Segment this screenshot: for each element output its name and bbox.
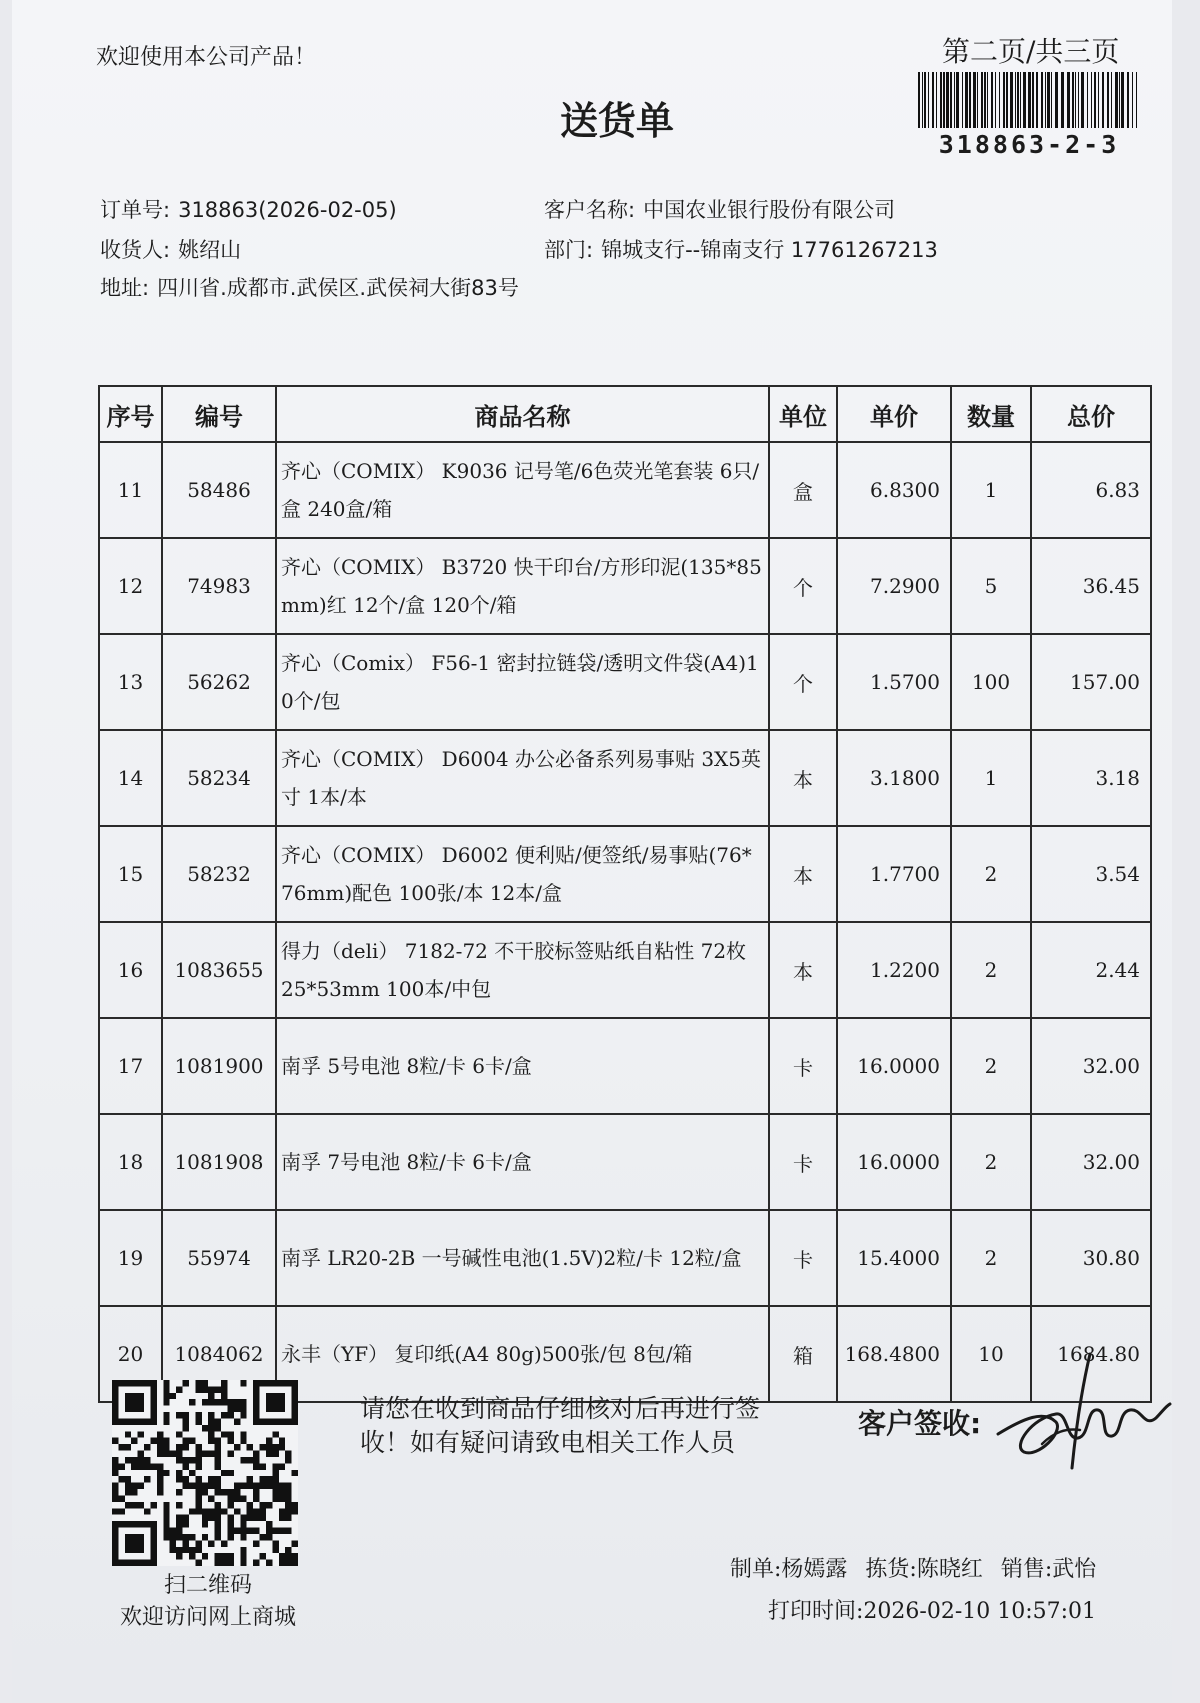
cell-code: 58486: [162, 442, 276, 538]
cell-total: 3.18: [1031, 730, 1151, 826]
cell-unit: 箱: [769, 1306, 837, 1402]
cell-total: 32.00: [1031, 1018, 1151, 1114]
page-indicator: 第二页/共三页: [942, 35, 1120, 68]
print-time: 打印时间:2026-02-10 10:57:01: [768, 1599, 1097, 1624]
cell-seq: 19: [99, 1210, 162, 1306]
cell-unit-price: 168.4800: [837, 1306, 951, 1402]
header-code: 编号: [162, 386, 276, 442]
cell-product-name: 齐心（COMIX） D6002 便利贴/便签纸/易事贴(76*76mm)配色 100张/本 12本/盒: [276, 826, 769, 922]
cell-seq: 14: [99, 730, 162, 826]
cell-quantity: 2: [951, 922, 1031, 1018]
cell-unit-price: 15.4000: [837, 1210, 951, 1306]
receiver: [100, 234, 241, 264]
qr-caption: [98, 1570, 318, 1634]
maker: 制单:杨嫣露: [730, 1557, 848, 1582]
cell-product-name: 齐心（COMIX） K9036 记号笔/6色荧光笔套装 6只/盒 240盒/箱: [276, 442, 769, 538]
header-unit-price: 单价: [837, 386, 951, 442]
items-table: [98, 385, 1152, 1403]
order-number-label: 订单号:: [100, 198, 171, 222]
cell-total: 1684.80: [1031, 1306, 1151, 1402]
order-number: [100, 194, 397, 224]
table-row: [99, 1018, 1151, 1114]
cell-unit: 卡: [769, 1210, 837, 1306]
staff-info: [730, 1552, 1114, 1583]
cell-unit: 盒: [769, 442, 837, 538]
cell-seq: 13: [99, 634, 162, 730]
cell-product-name: 南孚 LR20-2B 一号碱性电池(1.5V)2粒/卡 12粒/盒: [276, 1210, 769, 1306]
cell-code: 58232: [162, 826, 276, 922]
cell-total: 30.80: [1031, 1210, 1151, 1306]
receiver-label: 收货人:: [100, 238, 171, 262]
receiver-value: 姚绍山: [178, 238, 242, 262]
table-row: [99, 538, 1151, 634]
table-row: [99, 442, 1151, 538]
cell-quantity: 1: [951, 730, 1031, 826]
cell-code: 58234: [162, 730, 276, 826]
cell-unit-price: 1.2200: [837, 922, 951, 1018]
cell-unit: 本: [769, 730, 837, 826]
address: [100, 272, 519, 302]
picker: 拣货:陈晓红: [865, 1557, 983, 1582]
cell-product-name: 齐心（COMIX） B3720 快干印台/方形印泥(135*85mm)红 12个/盒 120个/箱: [276, 538, 769, 634]
cell-unit: 本: [769, 826, 837, 922]
cell-quantity: 2: [951, 1210, 1031, 1306]
cell-unit-price: 7.2900: [837, 538, 951, 634]
cell-unit: 卡: [769, 1114, 837, 1210]
table-row: [99, 1114, 1151, 1210]
cell-quantity: 2: [951, 1114, 1031, 1210]
cell-code: 55974: [162, 1210, 276, 1306]
header-quantity: 数量: [951, 386, 1031, 442]
cell-seq: 17: [99, 1018, 162, 1114]
cell-code: 1081900: [162, 1018, 276, 1114]
cell-unit: 本: [769, 922, 837, 1018]
table-row: [99, 826, 1151, 922]
header-seq: 序号: [99, 386, 162, 442]
cell-unit: 个: [769, 538, 837, 634]
qr-code-image: [112, 1380, 298, 1566]
cell-quantity: 5: [951, 538, 1031, 634]
cell-product-name: 齐心（Comix） F56-1 密封拉链袋/透明文件袋(A4)10个/包: [276, 634, 769, 730]
department-label: 部门:: [544, 238, 594, 262]
header-unit: 单位: [769, 386, 837, 442]
address-value: 四川省.成都市.武侯区.武侯祠大街83号: [157, 276, 519, 300]
table-row: [99, 922, 1151, 1018]
cell-seq: 16: [99, 922, 162, 1018]
cell-seq: 12: [99, 538, 162, 634]
cell-seq: 11: [99, 442, 162, 538]
department-value: 锦城支行--锦南支行 17761267213: [601, 238, 938, 262]
cell-code: 1081908: [162, 1114, 276, 1210]
cell-code: 1083655: [162, 922, 276, 1018]
cell-total: 157.00: [1031, 634, 1151, 730]
cell-total: 3.54: [1031, 826, 1151, 922]
customer-name-value: 中国农业银行股份有限公司: [643, 198, 896, 222]
cell-unit: 个: [769, 634, 837, 730]
cell-unit: 卡: [769, 1018, 837, 1114]
cell-total: 32.00: [1031, 1114, 1151, 1210]
cell-total: 6.83: [1031, 442, 1151, 538]
cell-product-name: 南孚 7号电池 8粒/卡 6卡/盒: [276, 1114, 769, 1210]
cell-product-name: 永丰（YF） 复印纸(A4 80g)500张/包 8包/箱: [276, 1306, 769, 1402]
table-row: [99, 730, 1151, 826]
customer-signature-image: [994, 1348, 1174, 1478]
qr-caption-shop: 欢迎访问网上商城: [119, 1605, 296, 1630]
cell-quantity: 1: [951, 442, 1031, 538]
cell-quantity: 100: [951, 634, 1031, 730]
delivery-note-page: [12, 0, 1172, 1703]
department: [544, 234, 938, 264]
cell-code: 1084062: [162, 1306, 276, 1402]
cell-product-name: 齐心（COMIX） D6004 办公必备系列易事贴 3X5英寸 1本/本: [276, 730, 769, 826]
cell-unit-price: 3.1800: [837, 730, 951, 826]
table-header-row: [99, 386, 1151, 442]
cell-total: 36.45: [1031, 538, 1151, 634]
address-label: 地址:: [100, 276, 150, 300]
cell-code: 56262: [162, 634, 276, 730]
cell-unit-price: 1.7700: [837, 826, 951, 922]
header-product-name: 商品名称: [276, 386, 769, 442]
header-total: 总价: [1031, 386, 1151, 442]
cell-seq: 18: [99, 1114, 162, 1210]
cell-product-name: 南孚 5号电池 8粒/卡 6卡/盒: [276, 1018, 769, 1114]
barcode-number: 318863-2-3: [938, 130, 1120, 159]
table-row: [99, 1210, 1151, 1306]
cell-seq: 20: [99, 1306, 162, 1402]
order-number-value: 318863(2026-02-05): [178, 198, 397, 222]
cell-quantity: 10: [951, 1306, 1031, 1402]
document-title: 送货单: [559, 98, 674, 143]
sales: 销售:武怡: [1000, 1557, 1097, 1582]
cell-product-name: 得力（deli） 7182-72 不干胶标签贴纸自粘性 72枚 25*53mm 100本/中包: [276, 922, 769, 1018]
customer-name: [544, 194, 895, 224]
cell-unit-price: 6.8300: [837, 442, 951, 538]
cell-code: 74983: [162, 538, 276, 634]
cell-quantity: 2: [951, 1018, 1031, 1114]
welcome-text: 欢迎使用本公司产品！: [96, 45, 317, 70]
cell-quantity: 2: [951, 826, 1031, 922]
customer-sign-label: 客户签收:: [858, 1407, 982, 1440]
cell-seq: 15: [99, 826, 162, 922]
sign-notice: 请您在收到商品仔细核对后再进行签收！如有疑问请致电相关工作人员: [360, 1394, 761, 1457]
qr-caption-scan: 扫二维码: [163, 1573, 252, 1598]
customer-name-label: 客户名称:: [544, 198, 636, 222]
cell-unit-price: 16.0000: [837, 1018, 951, 1114]
table-row: [99, 634, 1151, 730]
cell-unit-price: 1.5700: [837, 634, 951, 730]
cell-unit-price: 16.0000: [837, 1114, 951, 1210]
cell-total: 2.44: [1031, 922, 1151, 1018]
